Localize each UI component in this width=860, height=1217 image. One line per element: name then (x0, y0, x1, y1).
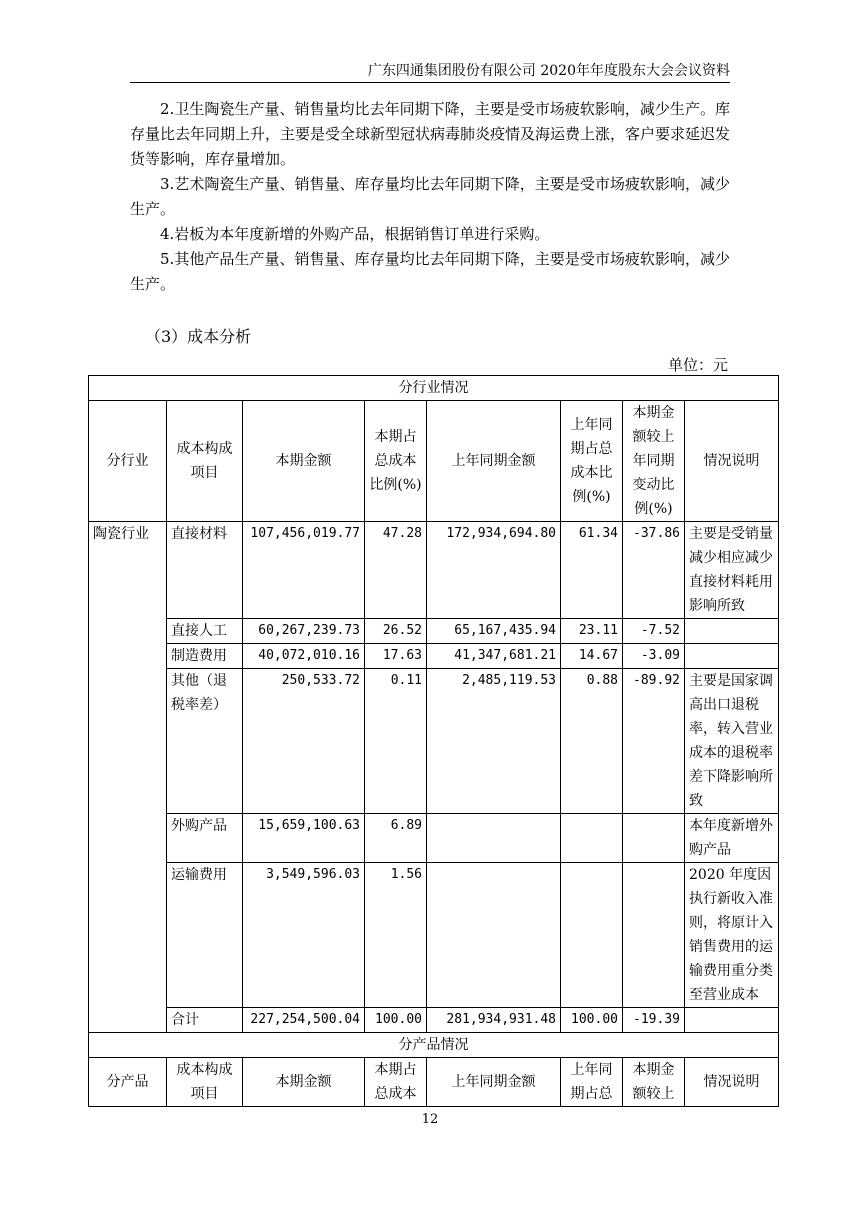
current-ratio: 26.52 (365, 619, 427, 644)
current-ratio: 17.63 (365, 644, 427, 669)
change-ratio: -3.09 (623, 644, 685, 669)
note (685, 1008, 779, 1033)
col-header: 本期金额较上年同期变动比例(%) (623, 401, 685, 522)
current-ratio: 1.56 (365, 863, 427, 1008)
note: 主要是受销量减少相应减少直接材料耗用影响所致 (685, 522, 779, 619)
col-header: 分行业 (89, 401, 167, 522)
col-header: 成本构成项目 (167, 1058, 243, 1107)
col-header: 上年同期占总 (561, 1058, 623, 1107)
paragraph-5: 5.其他产品生产量、销售量、库存量均比去年同期下降，主要是受市场疲软影响，减少生产。 (130, 250, 730, 293)
table-row (89, 522, 779, 619)
paragraph-2: 2.卫生陶瓷生产量、销售量均比去年同期下降，主要是受市场疲软影响，减少生产。库存量比去年同期上升，主要是受全球新型冠状病毒肺炎疫情及海运费上涨，客户要求延迟发货等影响，库存量增加。 (130, 100, 731, 168)
table-row (89, 619, 779, 644)
page-number: 12 (421, 1112, 439, 1127)
table-row (89, 644, 779, 669)
current-amount: 250,533.72 (243, 669, 365, 814)
paragraph-4: 4.岩板为本年度新增的外购产品，根据销售订单进行采购。 (160, 225, 550, 243)
change-ratio: -19.39 (623, 1008, 685, 1033)
change-ratio: -7.52 (623, 619, 685, 644)
current-ratio: 6.89 (365, 814, 427, 863)
unit-label: 单位：元 (668, 356, 729, 374)
table-row (89, 1008, 779, 1033)
current-ratio: 47.28 (365, 522, 427, 619)
col-header: 本期占总成本 (365, 1058, 427, 1107)
prior-amount (427, 814, 561, 863)
col-header: 情况说明 (685, 1058, 779, 1107)
table-row (89, 814, 779, 863)
table-row (89, 669, 779, 814)
col-header: 本期金额 (243, 1058, 365, 1107)
prior-ratio (561, 863, 623, 1008)
column-header-row (89, 401, 779, 522)
cost-item: 制造费用 (167, 644, 243, 669)
prior-ratio: 61.34 (561, 522, 623, 619)
prior-amount: 65,167,435.94 (427, 619, 561, 644)
current-ratio: 100.00 (365, 1008, 427, 1033)
section-title: （3）成本分析 (145, 327, 252, 346)
prior-ratio (561, 814, 623, 863)
current-amount: 60,267,239.73 (243, 619, 365, 644)
product-header: 分产品情况 (89, 1033, 779, 1058)
col-header: 成本构成项目 (167, 401, 243, 522)
current-amount: 40,072,010.16 (243, 644, 365, 669)
col-header: 上年同期金额 (427, 401, 561, 522)
col-header: 上年同期占总成本比例(%) (561, 401, 623, 522)
col-header: 本期金额较上 (623, 1058, 685, 1107)
cost-item: 运输费用 (167, 863, 243, 1008)
prior-ratio: 0.88 (561, 669, 623, 814)
industry-name: 陶瓷行业 (89, 522, 167, 1033)
current-amount: 15,659,100.63 (243, 814, 365, 863)
header-text: 广东四通集团股份有限公司 2020年年度股东大会会议资料 (367, 63, 730, 79)
prior-amount: 281,934,931.48 (427, 1008, 561, 1033)
change-ratio (623, 863, 685, 1008)
change-ratio: -89.92 (623, 669, 685, 814)
note (685, 619, 779, 644)
paragraph-3: 3.艺术陶瓷生产量、销售量、库存量均比去年同期下降，主要是受市场疲软影响，减少生产。 (130, 175, 730, 218)
cost-item: 合计 (167, 1008, 243, 1033)
prior-amount: 41,347,681.21 (427, 644, 561, 669)
cost-analysis-table (88, 375, 779, 1107)
change-ratio: -37.86 (623, 522, 685, 619)
col-header: 本期金额 (243, 401, 365, 522)
prior-ratio: 23.11 (561, 619, 623, 644)
col-header: 分产品 (89, 1058, 167, 1107)
cost-item: 直接人工 (167, 619, 243, 644)
body-paragraphs (130, 97, 730, 297)
cost-item: 直接材料 (167, 522, 243, 619)
table-row (89, 863, 779, 1008)
cost-item: 其他（退税率差） (167, 669, 243, 814)
industry-header: 分行业情况 (89, 376, 779, 401)
note: 主要是国家调高出口退税率，转入营业成本的退税率差下降影响所致 (685, 669, 779, 814)
prior-ratio: 14.67 (561, 644, 623, 669)
current-amount: 3,549,596.03 (243, 863, 365, 1008)
note: 2020 年度因执行新收入准则，将原计入销售费用的运输费用重分类至营业成本 (685, 863, 779, 1008)
current-amount: 227,254,500.04 (243, 1008, 365, 1033)
page-header (130, 58, 730, 83)
col-header: 情况说明 (685, 401, 779, 522)
prior-ratio: 100.00 (561, 1008, 623, 1033)
current-ratio: 0.11 (365, 669, 427, 814)
col-header: 上年同期金额 (427, 1058, 561, 1107)
cost-item: 外购产品 (167, 814, 243, 863)
prior-amount: 172,934,694.80 (427, 522, 561, 619)
prior-amount (427, 863, 561, 1008)
current-amount: 107,456,019.77 (243, 522, 365, 619)
note (685, 644, 779, 669)
col-header: 本期占总成本比例(%) (365, 401, 427, 522)
prior-amount: 2,485,119.53 (427, 669, 561, 814)
product-column-header-row (89, 1058, 779, 1107)
note: 本年度新增外购产品 (685, 814, 779, 863)
change-ratio (623, 814, 685, 863)
